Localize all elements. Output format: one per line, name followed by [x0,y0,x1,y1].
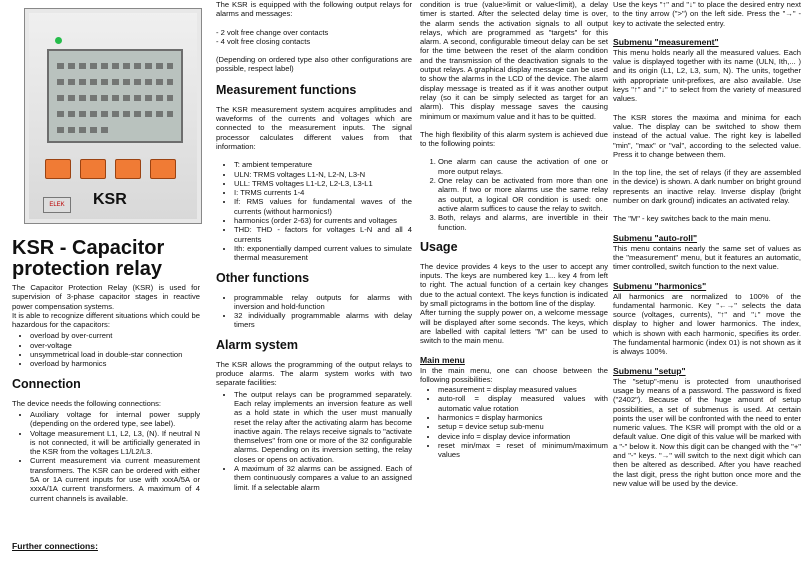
measurement-submenu-text-4: The "M" - key switches back to the main menu. [613,214,771,224]
lcd-screen [47,49,183,143]
depending-note: (Depending on ordered type also other configurations are possible, respect label) [216,55,412,74]
list-item: • Auxiliary voltage for internal power supply (depending on the ordered type, see label). [30,410,200,429]
list-item: 1. One alarm can cause the activation of one or more output relays. [438,157,608,176]
list-item: • harmonics = display harmonics [438,413,608,422]
setup-submenu-heading: Submenu "setup" [613,365,686,376]
list-item: • unsymmetrical load in double-star connection [30,350,200,359]
other-functions-heading: Other functions [216,270,310,285]
list-item: • ULL: TRMS voltages L1-L2, L2-L3, L3-L1 [234,179,412,188]
list-item: • 32 individually programmable alarms with delay timers [234,311,412,330]
main-menu-text: In the main menu, one can choose between the following possibilities: [420,365,608,384]
key-3 [115,159,141,179]
autoroll-submenu-text: This menu contains nearly the same set of values as the "measurement" menu, but it features an automatic, timer controlled, switch function to the next value. [613,243,801,272]
list-item: • setup = device setup sub-menu [438,422,608,431]
flex-points [420,157,608,231]
further-connections-heading: Further connections: [12,540,98,551]
brand-logo: ELEK [43,197,71,213]
other-functions-list [216,293,412,330]
ksr-device-photo [24,8,202,224]
setup-submenu-text: The "setup"-menu is protected from unauthorised usage by means of a password. The password is fixed ("2402"). Because of the huge amount of setup possibilities, a set of submenus is used. At certain points the user will be confronted with the need to enter numeric values. The KSR will prompt with the old or a default value. One digit of this value will be marked with a "-" below it. Now this digit can be changed with the "+" and "-" keys. "→" will switch to the next digit which can then be altered as described. After you have reached the last digit, press the right button once more and the new value will be used by the device. [613,376,801,488]
list-item: • THD: THD - factors for voltages L-N and all 4 currents [234,225,412,244]
intro-text: The Capacitor Protection Relay (KSR) is used for supervision of 3-phase capacitor stages in reactive power compensation systems. [12,283,200,311]
harmonics-submenu-text: All harmonics are normalized to 100% of the fundamental harmonic. Key "←→" selects the data source (voltages, currents), "↑" and "↓" move the display to higher and lower harmonics. The index, which is shown with each harmonic, specifies its order. The fundamental harmonic (index 01) is not shown as it is always 100%. [613,291,801,357]
usage-heading: Usage [420,239,458,254]
device-label: KSR [93,191,127,208]
hazard-list [12,331,200,368]
list-item: • reset min/max = reset of minimum/maximum values [438,441,608,460]
measurement-list [216,160,412,262]
list-item: • device info = display device information [438,432,608,441]
list-item: • overload by over-current [30,331,200,340]
column-3 [420,0,608,467]
list-item: • measurement = display measured values [438,385,608,394]
connection-intro: The device needs the following connections: [12,398,162,408]
measurement-submenu-text-3: In the top line, the set of relays (if they are assembled in the device) is shown. A dark number on bright ground represents an inactive relay. Inverse display (bright number on dark ground) indicates an activated relay. [613,168,801,206]
relay-item: - 2 volt free change over contacts [216,27,329,37]
list-item: • harmonics (order 2-63) for currents and voltages [234,216,412,225]
keys-text: Use the keys "↑" and "↓" to place the desired entry next to the tiny arrow (">") on the left side. Press the "→" - key to activate the selected entry. [613,0,801,28]
measurement-submenu-text-2: The KSR stores the maxima and minima for each value. The display can be switched to show them instead of the actual value. The right key is labelled "min", "max" or "val", according to the selected value. Press it to change between them. [613,112,801,159]
list-item: • overload by harmonics [30,359,200,368]
key-2 [80,159,106,179]
alarm-heading: Alarm system [216,337,298,352]
main-menu-list [420,385,608,459]
usage-text: The device provides 4 keys to the user to accept any inputs. The keys are numbered key 1... key 4 from left to right. The actual function of a certain key changes due to the actual context. The keys function is indicated by small pictograms in the bottom line of the display. [420,261,608,309]
list-item: • over-voltage [30,341,200,350]
main-menu-heading: Main menu [420,354,465,365]
measurement-text: The KSR measurement system acquires amplitudes and waveforms of the currents and voltages which are connected to the measurement inputs. The signal processor calculates different values from that information: [216,104,412,151]
relays-intro: The KSR is equipped with the following output relays for alarms and messages: [216,0,412,19]
list-item: • programmable relay outputs for alarms with inversion and hold-function [234,293,412,312]
list-item: • ULN: TRMS voltages L1-N, L2-N, L3-N [234,170,412,179]
key-4 [150,159,176,179]
list-item: • Current measurement via current measurement transformers. The KSR can be ordered with either 5A or 1A current inputs for use with xxxA/5A or xxxA/1A current transformers. A maximum of 4 current channels is available. [30,456,200,502]
autoroll-submenu-heading: Submenu "auto-roll" [613,232,698,243]
measurement-heading: Measurement functions [216,82,357,97]
list-item: • Voltage measurement L1, L2, L3, (N). If neutral N is not connected, it will be artificially generated in the KSR from the voltages L1/L2/L3. [30,429,200,457]
alarm-list [216,390,412,492]
key-1 [45,159,71,179]
connection-list [12,410,200,503]
list-item: • If: RMS values for fundamental waves of the currents (without harmonics!) [234,197,412,216]
harmonics-submenu-heading: Submenu "harmonics" [613,280,707,291]
list-item: 2. One relay can be activated from more than one alarm. If two or more alarms use the same relay as output, a logical OR condition is used: one active alarm suffices to cause the relay to switch. [438,176,608,213]
list-item: • I: TRMS currents 1-4 [234,188,412,197]
measurement-submenu-heading: Submenu "measurement" [613,36,719,47]
list-item: 3. Both, relays and alarms, are invertible in their function. [438,213,608,232]
list-item: • A maximum of 32 alarms can be assigned. Each of them continuously compares a value to an assigned limit. If a selectable alarm [234,464,412,492]
list-item: • auto-roll = display measured values with automatic value rotation [438,394,608,413]
list-item: • The output relays can be programmed separately. Each relay implements an inversion feature as well as a hold state in which the user must manually reset the relay after the activating alarm has become inactive again. The relays receive signals to "activate themselves" from one or more of the 32 configurable alarms. Depending on its inversion setting, the relay closes or opens on activation. [234,390,412,464]
flex-text: The high flexibility of this alarm system is achieved due to the following points: [420,129,608,149]
relay-item: - 4 volt free closing contacts [216,36,311,46]
list-item: • Ith: exponentially damped current values to simulate thermal measurement [234,244,412,263]
document-title: KSR - Capacitor protection relay [12,237,165,280]
intro-text-2: It is able to recognize different situations which could be hazardous for the capacitors: [12,310,200,330]
column-4 [613,0,801,497]
measurement-submenu-text: This menu holds nearly all the measured values. Each value is displayed together with its name (ULN, Ith,... ) and its origin (L1, L2, L3, sum, N). The units, together with appropriate unit-prefixes, are also available. Use keys "↑" and "↓" to select from the variety of measured values. [613,47,801,104]
alarm-text: The KSR allows the programming of the output relays to produce alarms. The alarm system works with two separate facilities: [216,359,412,388]
connection-heading: Connection [12,376,81,391]
alarm-continued: condition is true (value>limit or value<limit), a delay timer is started. After the selected delay time is over, the alarm sends the activation signals to all output relays, which are programmed as "targets" for this alarm. A second, configurable timeout delay can be set for the time between the reset of the alarm condition and the transmission of the deactivation signals to the output relays. A graphical display message can be used to show the alarms in the LCD of the device. The alarm display message is treated as if it was another output relay (so it can be simply selected as target for an alarm). This display message saves the causing minimum or maximum value and it has to be quitted. [420,0,608,121]
list-item: • T: ambient temperature [234,160,412,169]
column-2 [216,0,412,500]
usage-text-2: After turning the supply power on, a welcome message will be displayed after some seconds. The keys, which are labelled with capital letters "M" can be used to switch to the main menu. [420,308,608,346]
column-1 [12,0,200,552]
status-led-icon [55,37,62,44]
